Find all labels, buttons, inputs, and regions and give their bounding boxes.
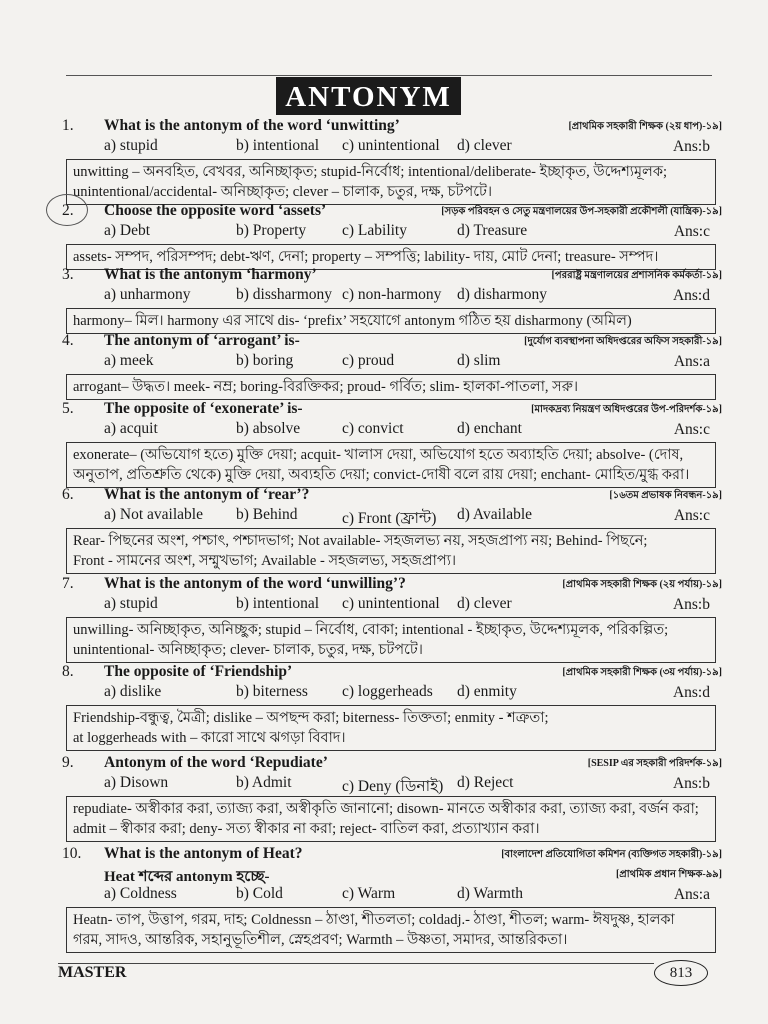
question-line <box>62 754 722 774</box>
answer: Ans:a <box>673 886 710 903</box>
question-text: Antonym of the word ‘Repudiate’ <box>104 754 328 771</box>
options-row <box>62 506 722 527</box>
answer: Ans:c <box>673 421 710 438</box>
question-block <box>62 400 722 488</box>
question-source: [বাংলাদেশ প্রতিযোগিতা কমিশন (ব্যক্তিগত সহকারী)-১৯] <box>501 849 722 860</box>
option-a: a) acquit <box>104 420 158 437</box>
options-row <box>62 222 722 243</box>
question-block <box>62 266 722 334</box>
option-a: a) stupid <box>104 595 158 612</box>
question-text: What is the antonym of ‘rear’? <box>104 486 310 503</box>
answer: Ans:c <box>673 507 710 524</box>
option-a: a) unharmony <box>104 286 191 303</box>
options-row <box>62 595 722 616</box>
explanation-box <box>66 528 716 574</box>
option-a: a) Not available <box>104 506 203 523</box>
question-block <box>62 202 722 270</box>
explanation-line: arrogant– উদ্ধত। meek- নম্র; boring-বিরক্তিকর; proud- গর্বিত; slim- হালকা-পাতলা, সরু। <box>73 379 579 395</box>
answer: Ans:b <box>672 596 710 613</box>
option-b: b) dissharmony <box>236 286 333 303</box>
explanation-line: Rear- পিছনের অংশ, পশ্চাৎ, পশ্চাদভাগ; Not available- সহজলভ্য নয়, সহজপ্রাপ্য নয়; Behind- পিছনে; <box>73 533 648 549</box>
option-b: b) boring <box>236 352 294 369</box>
option-c: c) loggerheads <box>342 683 433 700</box>
question-source: [পররাষ্ট্র মন্ত্রণালয়ের প্রশাসনিক কর্মকর্তা-১৯] <box>551 270 722 281</box>
option-a: a) meek <box>104 352 154 369</box>
options-row <box>62 352 722 373</box>
option-c: c) Front (ফ্রান্ট) <box>342 510 437 527</box>
question-line <box>62 117 722 137</box>
explanation-box <box>66 308 716 334</box>
option-b: b) biterness <box>236 683 308 700</box>
question-text: Choose the opposite word ‘assets’ <box>104 202 327 219</box>
question-text: The opposite of ‘exonerate’ is- <box>104 400 303 417</box>
explanation-line: অনুতাপ, প্রতিশ্রুতি থেকে) মুক্তি দেয়া, অব্যহতি দেয়া; convict-দোষী বলে রায় দেয়া; enchant- মোহিত/মুগ্ধ করা। <box>73 467 690 483</box>
question-number: 2. <box>62 202 74 219</box>
option-c: c) convict <box>342 420 404 437</box>
option-b: b) Cold <box>236 885 283 902</box>
page-title: ANTONYM <box>276 77 461 115</box>
option-d: d) enmity <box>457 683 517 700</box>
option-d: d) slim <box>457 352 501 369</box>
explanation-box <box>66 907 716 953</box>
question-source: [প্রাথমিক সহকারী শিক্ষক (২য় ধাপ)-১৯] <box>568 121 722 132</box>
question-line <box>62 332 722 352</box>
options-row <box>62 683 722 704</box>
question-text: The antonym of ‘arrogant’ is- <box>104 332 300 349</box>
option-d: d) clever <box>457 595 512 612</box>
option-b: b) absolve <box>236 420 301 437</box>
question-source: [১৬তম প্রভাষক নিবন্ধন-১৯] <box>609 490 722 501</box>
question-block <box>62 332 722 400</box>
question-text: What is the antonym ‘harmony’ <box>104 266 317 283</box>
option-d: d) Available <box>457 506 533 523</box>
question-block <box>62 754 722 842</box>
options-row <box>62 885 722 906</box>
answer: Ans:d <box>672 287 710 304</box>
option-d: d) enchant <box>457 420 522 437</box>
question-source: [SESIP এর সহকারী পরিদর্শক-১৯] <box>587 758 722 769</box>
question-number: 4. <box>62 332 74 349</box>
explanation-line: harmony– মিল। harmony এর সাথে dis- ‘prefix’ সহযোগে antonym গঠিত হয় disharmony (অমিল) <box>73 313 632 329</box>
question-block <box>62 117 722 205</box>
explanation-line: repudiate- অস্বীকার করা, ত্যাজ্য করা, অস্বীকৃতি জানানো; disown- মানতে অস্বীকার করা, ত্যাজ্য করা, বর্জন করা; <box>73 801 699 817</box>
footer-label: MASTER <box>58 964 127 981</box>
option-a: a) dislike <box>104 683 162 700</box>
question-source: [প্রাথমিক সহকারী শিক্ষক (২য় পর্যায়)-১৯] <box>562 579 722 590</box>
explanation-line: admit – স্বীকার করা; deny- সত্য স্বীকার না করা; reject- বাতিল করা, প্রত্যাখ্যান করা। <box>73 821 540 837</box>
option-c: c) Deny (ডিনাই) <box>342 778 444 795</box>
explanation-box <box>66 617 716 663</box>
answer: Ans:a <box>673 353 710 370</box>
answer: Ans:b <box>672 775 710 792</box>
explanation-line: assets- সম্পদ, পরিসম্পদ; debt-ঋণ, দেনা; property – সম্পত্তি; lability- দায়, মোট দেনা; treasure- সম্পদ। <box>73 249 659 265</box>
option-b: b) intentional <box>236 595 320 612</box>
answer: Ans:c <box>673 223 710 240</box>
option-d: d) Warmth <box>457 885 524 902</box>
option-c: c) non-harmony <box>342 286 442 303</box>
option-b: b) intentional <box>236 137 320 154</box>
option-a: a) Debt <box>104 222 151 239</box>
answer: Ans:b <box>672 138 710 155</box>
option-b: b) Property <box>236 222 307 239</box>
option-c: c) unintentional <box>342 137 440 154</box>
explanation-line: গরম, সাদও, আন্তরিক, সহানুভূতিশীল, স্নেহপ্রবণ; Warmth – উষ্ণতা, সমাদর, আন্তরিকতা। <box>73 932 568 948</box>
explanation-box <box>66 796 716 842</box>
option-a: a) Coldness <box>104 885 177 902</box>
question-source: [দুর্যোগ ব্যবস্থাপনা অধিদপ্তরের অফিস সহকারী-১৯] <box>524 336 722 347</box>
explanation-line: Heatn- তাপ, উত্তাপ, গরম, দাহ; Coldnessn – ঠাণ্ডা, শীতলতা; coldadj.- ঠাণ্ডা, শীতল; warm- ঈষদুষ্ণ, হালকা <box>73 912 675 928</box>
options-row <box>62 286 722 307</box>
page-number: 813 <box>654 960 708 986</box>
question-subtext: Heat শব্দের antonym হচ্ছে- <box>104 869 270 885</box>
explanation-line: unwitting – অনবহিত, বেখবর, অনিচ্ছাকৃত; stupid-নির্বোধ; intentional/deliberate- ইচ্ছাকৃত, উদ্দেশ্যমূলক; <box>73 164 668 180</box>
option-c: c) unintentional <box>342 595 440 612</box>
explanation-box <box>66 705 716 751</box>
explanation-line: Front - সামনের অংশ, সম্মুখভাগ; Available - সহজলভ্য, সহজপ্রাপ্য। <box>73 553 457 569</box>
options-row <box>62 774 722 795</box>
question-line <box>62 202 722 222</box>
question-text: What is the antonym of Heat? <box>104 845 303 862</box>
answer: Ans:d <box>672 684 710 701</box>
options-row <box>62 420 722 441</box>
question-number: 1. <box>62 117 74 134</box>
option-c: c) proud <box>342 352 395 369</box>
question-block <box>62 845 722 953</box>
question-number: 5. <box>62 400 74 417</box>
top-rule <box>66 75 712 76</box>
question-subline <box>62 865 722 885</box>
question-source: [প্রাথমিক সহকারী শিক্ষক (৩য় পর্যায়)-১৯] <box>562 667 722 678</box>
question-subsource: [প্রাথমিক প্রধান শিক্ষক-৯৯] <box>615 869 722 880</box>
question-number: 8. <box>62 663 74 680</box>
question-number: 3. <box>62 266 74 283</box>
explanation-line: unintentional/accidental- অনিচ্ছাকৃত; clever – চালাক, চতুর, দক্ষ, চটপটে। <box>73 184 493 200</box>
question-source: [মাদকদ্রব্য নিয়ন্ত্রণ অধিদপ্তরের উপ-পরিদর্শক-১৯] <box>531 404 722 415</box>
explanation-line: unintentional- অনিচ্ছাকৃত; clever- চালাক, চতুর, দক্ষ, চটপটে। <box>73 642 423 658</box>
option-a: a) stupid <box>104 137 158 154</box>
question-text: The opposite of ‘Friendship’ <box>104 663 293 680</box>
question-block <box>62 486 722 574</box>
question-text: What is the antonym of the word ‘unwilling’? <box>104 575 406 592</box>
option-c: c) Lability <box>342 222 407 239</box>
footer-rule <box>58 963 654 964</box>
question-number: 10. <box>62 845 82 862</box>
question-line <box>62 845 722 865</box>
option-a: a) Disown <box>104 774 169 791</box>
explanation-box <box>66 159 716 205</box>
question-number: 6. <box>62 486 74 503</box>
question-line <box>62 575 722 595</box>
question-source: [সড়ক পরিবহন ও সেতু মন্ত্রণালয়ের উপ-সহকারী প্রকৌশলী (যান্ত্রিক)-১৯] <box>441 206 722 217</box>
option-b: b) Behind <box>236 506 298 523</box>
question-block <box>62 663 722 751</box>
option-d: d) Treasure <box>457 222 528 239</box>
explanation-box <box>66 374 716 400</box>
explanation-line: Friendship-বন্ধুত্ব, মৈত্রী; dislike – অপছন্দ করা; biterness- তিক্ততা; enmity - শত্রুতা; <box>73 710 549 726</box>
explanation-line: unwilling- অনিচ্ছাকৃত, অনিচ্ছুক; stupid – নির্বোধ, বোকা; intentional - ইচ্ছাকৃত, উদ্দেশ্যমূলক, পরিকল্পিত; <box>73 622 669 638</box>
explanation-box <box>66 442 716 488</box>
explanation-line: exonerate– (অভিযোগ হতে) মুক্তি দেয়া; acquit- খালাস দেয়া, অভিযোগ হতে অব্যাহতি দেয়া; absolve- (দোষ, <box>73 447 684 463</box>
option-c: c) Warm <box>342 885 396 902</box>
question-number: 9. <box>62 754 74 771</box>
question-line <box>62 486 722 506</box>
option-b: b) Admit <box>236 774 292 791</box>
question-text: What is the antonym of the word ‘unwitting’ <box>104 117 400 134</box>
option-d: d) Reject <box>457 774 514 791</box>
explanation-line: at loggerheads with – কারো সাথে ঝগড়া বিবাদ। <box>73 730 346 746</box>
option-d: d) disharmony <box>457 286 547 303</box>
question-number: 7. <box>62 575 74 592</box>
question-line <box>62 663 722 683</box>
question-line <box>62 400 722 420</box>
option-d: d) clever <box>457 137 512 154</box>
options-row <box>62 137 722 158</box>
question-line <box>62 266 722 286</box>
question-block <box>62 575 722 663</box>
